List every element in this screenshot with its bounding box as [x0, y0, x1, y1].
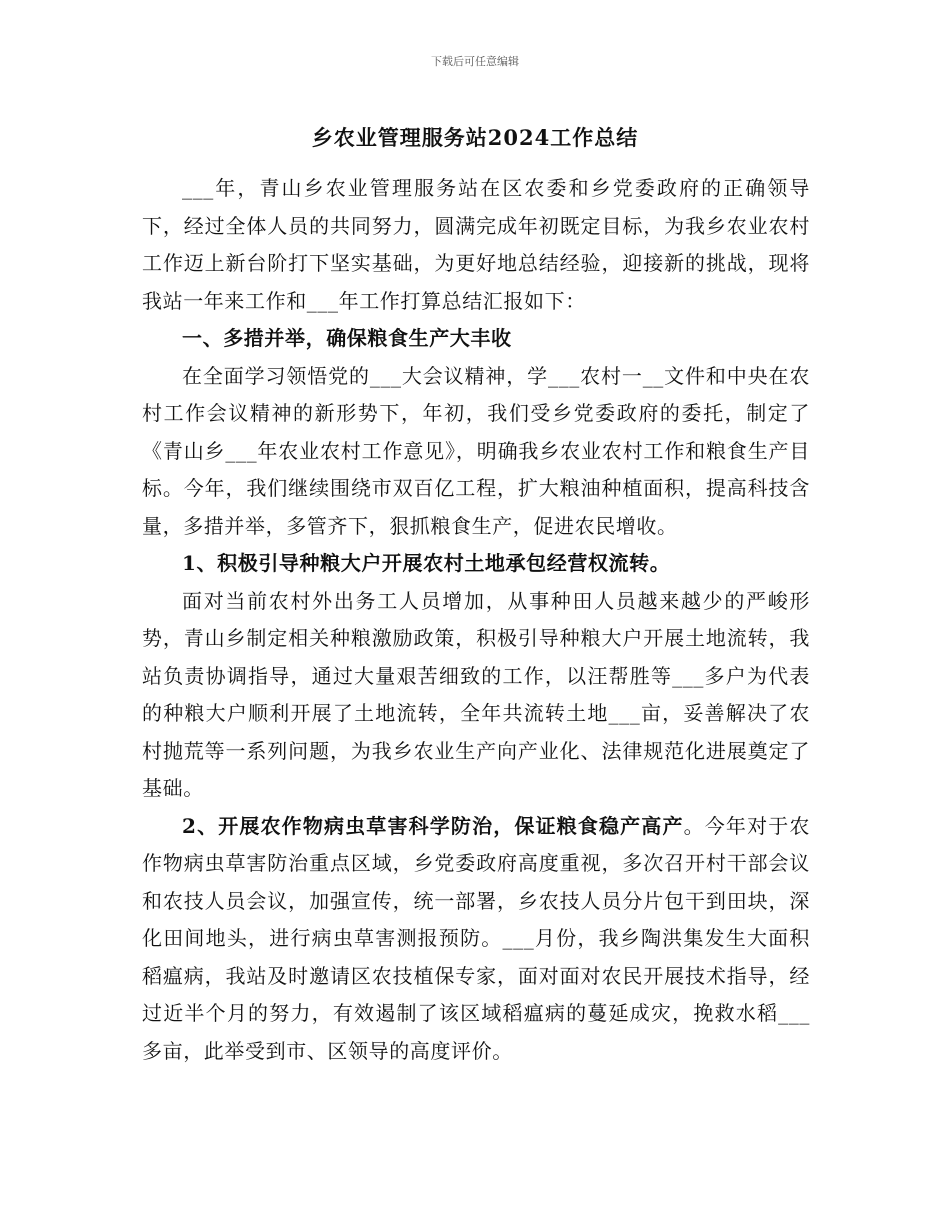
document-body: [142, 170, 810, 1070]
paragraph-section-1: 在全面学习领悟党的___大会议精神，学___农村一__文件和中央在农村工作会议精神的新形势下，年初，我们受乡党委政府的委托，制定了《青山乡___年农业农村工作意见》，明确我乡农业农村工作和粮食生产目标。今年，我们继续围绕市双百亿工程，扩大粮油种植面积，提高科技含量，多措并举，多管齐下，狠抓粮食生产，促进农民增收。: [142, 363, 810, 538]
header-note: 下载后可任意编辑: [431, 55, 519, 68]
paragraph-intro: ___年，青山乡农业管理服务站在区农委和乡党委政府的正确领导下，经过全体人员的共同努力，圆满完成年初既定目标，为我乡农业农村工作迈上新台阶打下坚实基础，为更好地总结经验，迎接新的挑战，现将我站一年来工作和___年工作打算总结汇报如下：: [142, 176, 810, 313]
section-heading-1: 一、多措并举，确保粮食生产大丰收: [182, 326, 512, 350]
subheading-2: 2、开展农作物病虫草害科学防治，保证粮食稳产高产: [182, 813, 684, 838]
document-title: 乡农业管理服务站2024工作总结: [311, 125, 639, 150]
paragraph-pest-control: [142, 808, 810, 1071]
paragraph-land-transfer: 面对当前农村外出务工人员增加，从事种田人员越来越少的严峻形势，青山乡制定相关种粮激励政策，积极引导种粮大户开展土地流转，我站负责协调指导，通过大量艰苦细致的工作，以汪帮胜等___多户为代表的种粮大户顺利开展了土地流转，全年共流转土地___亩，妥善解决了农村抛荒等一系列问题，为我乡农业生产向产业化、法律规范化进展奠定了基础。: [142, 588, 810, 800]
paragraph-pest-control-text: 。今年对于农作物病虫草害防治重点区域，乡党委政府高度重视，多次召开村干部会议和农技人员会议，加强宣传，统一部署，乡农技人员分片包干到田块，深化田间地头，进行病虫草害测报预防。___月份，我乡陶洪集发生大面积稻瘟病，我站及时邀请区农技植保专家，面对面对农民开展技术指导，经过近半个月的努力，有效遏制了该区域稻瘟病的蔓延成灾，挽救水稻___多亩，此举受到市、区领导的高度评价。: [142, 813, 810, 1063]
subheading-1: 1、积极引导种粮大户开展农村土地承包经营权流转。: [182, 551, 671, 575]
